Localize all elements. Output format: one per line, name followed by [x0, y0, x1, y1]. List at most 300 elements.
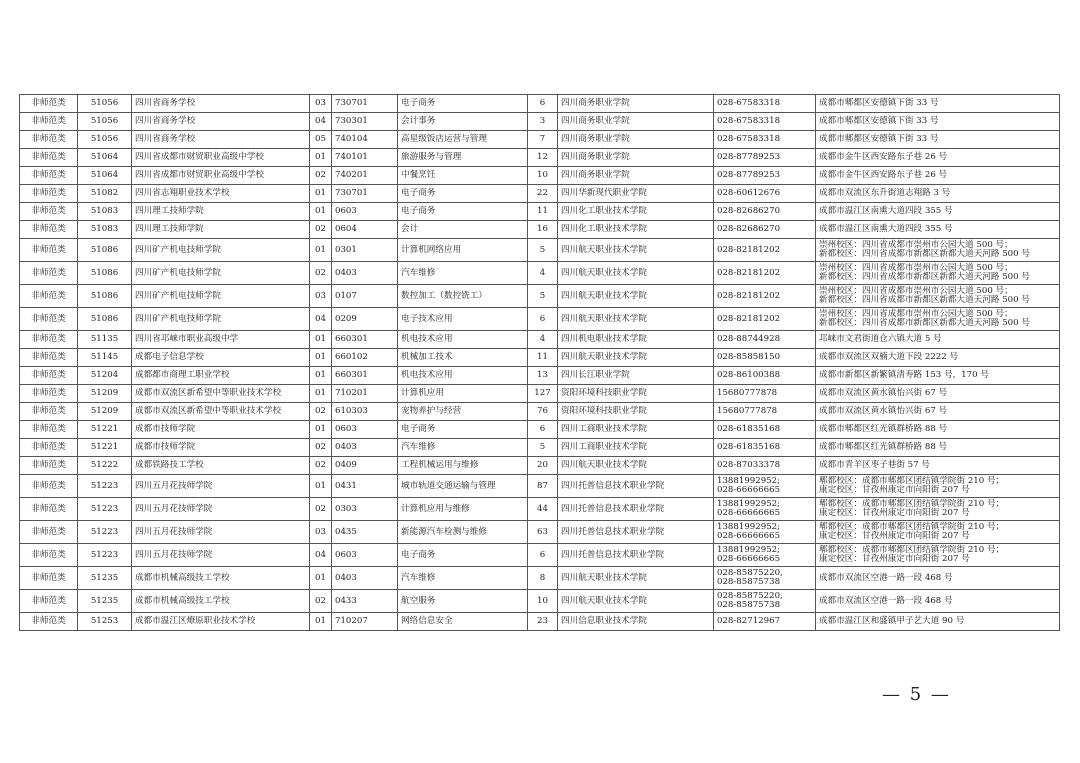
- table-row: [20, 521, 1060, 544]
- sequence-cell: 02: [310, 439, 332, 457]
- college-name-cell: 四川商务职业学院: [558, 113, 714, 131]
- plan-count-cell: 11: [528, 349, 558, 367]
- plan-count-cell: 3: [528, 113, 558, 131]
- college-name-cell: 四川托普信息技术职业学院: [558, 475, 714, 498]
- table-row: [20, 385, 1060, 403]
- table-row: [20, 113, 1060, 131]
- address-line: 郫都校区：成都市郫都区团结镇学院街 210 号；: [819, 476, 1005, 486]
- college-name-cell: 四川机电职业技术学院: [558, 331, 714, 349]
- plan-count-cell: 6: [528, 421, 558, 439]
- plan-count-cell: 5: [528, 285, 558, 308]
- school-name-cell: 成都铁路技工学校: [132, 457, 310, 475]
- major-code-cell: 740104: [332, 131, 398, 149]
- admission-table: [19, 94, 1060, 631]
- college-name-cell: 四川商务职业学院: [558, 167, 714, 185]
- school-code-cell: 51209: [78, 403, 132, 421]
- college-name-cell: 四川商务职业学院: [558, 95, 714, 113]
- sequence-cell: 01: [310, 203, 332, 221]
- table-row: [20, 131, 1060, 149]
- address-cell: [816, 367, 1060, 385]
- sequence-cell: 03: [310, 521, 332, 544]
- phone-line: 028-66666665: [717, 508, 781, 518]
- address-line: 康定校区：甘孜州康定市向阳街 207 号: [819, 508, 970, 518]
- college-name-cell: 四川商务职业学院: [558, 131, 714, 149]
- major-name-cell: 电子商务: [398, 421, 528, 439]
- category-cell: 非师范类: [20, 385, 78, 403]
- page-number: — 5 —: [882, 684, 951, 705]
- school-code-cell: 51223: [78, 521, 132, 544]
- plan-count-cell: 6: [528, 95, 558, 113]
- category-cell: 非师范类: [20, 421, 78, 439]
- address-line: 成都市金牛区西安路东子巷 26 号: [819, 170, 948, 180]
- address-line: 成都市郫都区红光镇群桥路 88 号: [819, 442, 948, 452]
- category-cell: 非师范类: [20, 331, 78, 349]
- plan-count-cell: 6: [528, 308, 558, 331]
- phone-cell: [714, 421, 816, 439]
- address-cell: [816, 421, 1060, 439]
- category-cell: 非师范类: [20, 544, 78, 567]
- phone-line: 13881992952;: [717, 476, 781, 486]
- phone-cell: [714, 475, 816, 498]
- address-line: 崇州校区：四川省成都市崇州市公园大道 500 号；: [819, 263, 1013, 273]
- major-code-cell: 0409: [332, 457, 398, 475]
- plan-count-cell: 5: [528, 239, 558, 262]
- address-cell: [816, 149, 1060, 167]
- plan-count-cell: 6: [528, 544, 558, 567]
- school-code-cell: 51064: [78, 149, 132, 167]
- phone-cell: [714, 221, 816, 239]
- category-cell: 非师范类: [20, 95, 78, 113]
- phone-cell: [714, 367, 816, 385]
- school-name-cell: 成都市机械高级技工学校: [132, 590, 310, 613]
- phone-cell: [714, 498, 816, 521]
- school-name-cell: 成都市双流区新希望中等职业技术学校: [132, 385, 310, 403]
- school-name-cell: 四川五月花技师学院: [132, 475, 310, 498]
- category-cell: 非师范类: [20, 221, 78, 239]
- school-code-cell: 51253: [78, 613, 132, 631]
- sequence-cell: 01: [310, 185, 332, 203]
- address-line: 新都校区：四川省成都市新都区新都大道天河路 500 号: [819, 272, 1030, 282]
- school-name-cell: 四川理工技师学院: [132, 203, 310, 221]
- address-line: 成都市郫都区安德镇下街 33 号: [819, 134, 939, 144]
- major-code-cell: 0433: [332, 590, 398, 613]
- category-cell: 非师范类: [20, 475, 78, 498]
- college-name-cell: 四川托普信息技术职业学院: [558, 521, 714, 544]
- college-name-cell: 四川工商职业技术学院: [558, 439, 714, 457]
- school-name-cell: 四川五月花技师学院: [132, 544, 310, 567]
- sequence-cell: 02: [310, 221, 332, 239]
- school-name-cell: 成都市技师学院: [132, 421, 310, 439]
- phone-line: 028-67583318: [717, 116, 781, 126]
- address-cell: [816, 167, 1060, 185]
- phone-line: 15680777878: [717, 406, 778, 416]
- phone-cell: [714, 403, 816, 421]
- school-name-cell: 四川省商务学校: [132, 95, 310, 113]
- school-code-cell: 51135: [78, 331, 132, 349]
- school-code-cell: 51223: [78, 544, 132, 567]
- table-row: [20, 167, 1060, 185]
- school-code-cell: 51086: [78, 285, 132, 308]
- college-name-cell: 四川航天职业技术学院: [558, 457, 714, 475]
- phone-line: 13881992952;: [717, 499, 781, 509]
- sequence-cell: 02: [310, 167, 332, 185]
- table-body: [20, 95, 1060, 631]
- major-name-cell: 数控加工（数控铣工）: [398, 285, 528, 308]
- address-line: 成都市双流区黄水镇怡兴街 67 号: [819, 406, 948, 416]
- sequence-cell: 03: [310, 285, 332, 308]
- school-name-cell: 四川省商务学校: [132, 131, 310, 149]
- plan-count-cell: 44: [528, 498, 558, 521]
- address-line: 成都市双流区空港一路一段 468 号: [819, 572, 953, 583]
- major-code-cell: 710207: [332, 613, 398, 631]
- address-cell: [816, 331, 1060, 349]
- major-code-cell: 0403: [332, 262, 398, 285]
- school-code-cell: 51083: [78, 203, 132, 221]
- major-code-cell: 0603: [332, 544, 398, 567]
- address-line: 新都校区：四川省成都市新都区新都大道天河路 500 号: [819, 249, 1030, 259]
- phone-cell: [714, 567, 816, 590]
- plan-count-cell: 23: [528, 613, 558, 631]
- school-code-cell: 51222: [78, 457, 132, 475]
- category-cell: 非师范类: [20, 131, 78, 149]
- major-name-cell: 旅游服务与管理: [398, 149, 528, 167]
- phone-cell: [714, 385, 816, 403]
- category-cell: 非师范类: [20, 590, 78, 613]
- address-line: 郫都校区：成都市郫都区团结镇学院街 210 号；: [819, 499, 1005, 509]
- phone-line: 028-82712967: [717, 616, 781, 626]
- plan-count-cell: 16: [528, 221, 558, 239]
- college-name-cell: 资阳环境科技职业学院: [558, 403, 714, 421]
- table-row: [20, 331, 1060, 349]
- phone-line: 028-87789253: [717, 152, 781, 162]
- category-cell: 非师范类: [20, 498, 78, 521]
- school-name-cell: 成都市技师学院: [132, 439, 310, 457]
- address-line: 康定校区：甘孜州康定市向阳街 207 号: [819, 531, 970, 541]
- address-cell: [816, 203, 1060, 221]
- phone-cell: [714, 439, 816, 457]
- school-name-cell: 四川矿产机电技师学院: [132, 239, 310, 262]
- phone-line: 028-66666665: [717, 485, 781, 495]
- sequence-cell: 01: [310, 367, 332, 385]
- major-code-cell: 0435: [332, 521, 398, 544]
- address-line: 成都市温江区南熏大道四段 355 号: [819, 224, 953, 234]
- table-row: [20, 590, 1060, 613]
- major-name-cell: 会计: [398, 221, 528, 239]
- phone-cell: [714, 239, 816, 262]
- category-cell: 非师范类: [20, 185, 78, 203]
- college-name-cell: 四川托普信息技术职业学院: [558, 544, 714, 567]
- school-code-cell: 51235: [78, 590, 132, 613]
- college-name-cell: 四川托普信息技术职业学院: [558, 498, 714, 521]
- address-cell: [816, 221, 1060, 239]
- address-cell: [816, 95, 1060, 113]
- sequence-cell: 04: [310, 113, 332, 131]
- phone-cell: [714, 167, 816, 185]
- school-code-cell: 51082: [78, 185, 132, 203]
- school-name-cell: 成都市温江区燎原职业技术学校: [132, 613, 310, 631]
- table-row: [20, 367, 1060, 385]
- school-name-cell: 四川矿产机电技师学院: [132, 308, 310, 331]
- school-code-cell: 51209: [78, 385, 132, 403]
- address-cell: [816, 544, 1060, 567]
- address-cell: [816, 498, 1060, 521]
- college-name-cell: 四川华新现代职业学院: [558, 185, 714, 203]
- major-code-cell: 0403: [332, 439, 398, 457]
- category-cell: 非师范类: [20, 403, 78, 421]
- address-line: 成都市青羊区枣子巷街 57 号: [819, 460, 930, 470]
- plan-count-cell: 4: [528, 262, 558, 285]
- phone-cell: [714, 185, 816, 203]
- category-cell: 非师范类: [20, 613, 78, 631]
- college-name-cell: 四川航天职业技术学院: [558, 567, 714, 590]
- plan-count-cell: 127: [528, 385, 558, 403]
- address-cell: [816, 131, 1060, 149]
- phone-line: 15680777878: [717, 388, 778, 398]
- category-cell: 非师范类: [20, 285, 78, 308]
- address-line: 成都市郫都区红光镇群桥路 88 号: [819, 424, 948, 434]
- college-name-cell: 四川航天职业技术学院: [558, 590, 714, 613]
- school-code-cell: 51221: [78, 439, 132, 457]
- phone-line: 028-82181202: [717, 290, 781, 301]
- major-name-cell: 机电技术应用: [398, 367, 528, 385]
- phone-line: 028-60612676: [717, 188, 781, 198]
- address-line: 崇州校区：四川省成都市崇州市公园大道 500 号；: [819, 309, 1013, 319]
- address-cell: [816, 308, 1060, 331]
- address-cell: [816, 590, 1060, 613]
- major-name-cell: 电子技术应用: [398, 308, 528, 331]
- plan-count-cell: 8: [528, 567, 558, 590]
- phone-line: 028-85875738: [717, 600, 781, 610]
- table-row: [20, 498, 1060, 521]
- major-code-cell: 660102: [332, 349, 398, 367]
- address-line: 成都市双流区黄水镇怡兴街 67 号: [819, 388, 948, 398]
- address-line: 崇州校区：四川省成都市崇州市公园大道 500 号；: [819, 286, 1013, 296]
- category-cell: 非师范类: [20, 113, 78, 131]
- sequence-cell: 01: [310, 349, 332, 367]
- phone-line: 028-85858150: [717, 352, 781, 362]
- school-code-cell: 51083: [78, 221, 132, 239]
- address-line: 成都市郫都区安德镇下街 33 号: [819, 116, 939, 126]
- major-name-cell: 计算机应用: [398, 385, 528, 403]
- major-code-cell: 730301: [332, 113, 398, 131]
- table-row: [20, 95, 1060, 113]
- phone-cell: [714, 349, 816, 367]
- phone-cell: [714, 113, 816, 131]
- address-cell: [816, 185, 1060, 203]
- sequence-cell: 04: [310, 544, 332, 567]
- table-row: [20, 308, 1060, 331]
- school-code-cell: 51235: [78, 567, 132, 590]
- major-name-cell: 城市轨道交通运输与管理: [398, 475, 528, 498]
- address-cell: [816, 439, 1060, 457]
- school-code-cell: 51086: [78, 308, 132, 331]
- college-name-cell: 四川工商职业技术学院: [558, 421, 714, 439]
- college-name-cell: 四川商务职业学院: [558, 149, 714, 167]
- address-cell: [816, 239, 1060, 262]
- major-code-cell: 0303: [332, 498, 398, 521]
- category-cell: 非师范类: [20, 521, 78, 544]
- phone-cell: [714, 521, 816, 544]
- major-name-cell: 会计事务: [398, 113, 528, 131]
- category-cell: 非师范类: [20, 367, 78, 385]
- major-name-cell: 网络信息安全: [398, 613, 528, 631]
- address-cell: [816, 349, 1060, 367]
- table-row: [20, 221, 1060, 239]
- school-code-cell: 51086: [78, 239, 132, 262]
- address-cell: [816, 475, 1060, 498]
- category-cell: 非师范类: [20, 439, 78, 457]
- sequence-cell: 02: [310, 262, 332, 285]
- address-line: 新都校区：四川省成都市新都区新都大道天河路 500 号: [819, 318, 1030, 328]
- school-name-cell: 四川省商务学校: [132, 113, 310, 131]
- sequence-cell: 01: [310, 239, 332, 262]
- address-line: 康定校区：甘孜州康定市向阳街 207 号: [819, 554, 970, 564]
- phone-cell: [714, 308, 816, 331]
- sequence-cell: 01: [310, 149, 332, 167]
- phone-line: 028-61835168: [717, 424, 781, 434]
- phone-cell: [714, 331, 816, 349]
- major-name-cell: 航空服务: [398, 590, 528, 613]
- table-row: [20, 203, 1060, 221]
- school-code-cell: 51223: [78, 498, 132, 521]
- major-code-cell: 0603: [332, 203, 398, 221]
- plan-count-cell: 20: [528, 457, 558, 475]
- major-code-cell: 0209: [332, 308, 398, 331]
- category-cell: 非师范类: [20, 167, 78, 185]
- address-line: 新都校区：四川省成都市新都区新都大道天河路 500 号: [819, 295, 1030, 305]
- sequence-cell: 02: [310, 590, 332, 613]
- plan-count-cell: 7: [528, 131, 558, 149]
- plan-count-cell: 63: [528, 521, 558, 544]
- address-line: 成都市双流区双楠大道下段 2222 号: [819, 352, 959, 362]
- table-row: [20, 613, 1060, 631]
- college-name-cell: 四川航天职业技术学院: [558, 262, 714, 285]
- major-code-cell: 660301: [332, 367, 398, 385]
- table-row: [20, 285, 1060, 308]
- phone-cell: [714, 544, 816, 567]
- major-code-cell: 0107: [332, 285, 398, 308]
- school-name-cell: 四川矿产机电技师学院: [132, 285, 310, 308]
- plan-count-cell: 22: [528, 185, 558, 203]
- plan-count-cell: 12: [528, 149, 558, 167]
- phone-cell: [714, 285, 816, 308]
- phone-line: 028-67583318: [717, 134, 781, 144]
- category-cell: 非师范类: [20, 567, 78, 590]
- address-cell: [816, 403, 1060, 421]
- category-cell: 非师范类: [20, 149, 78, 167]
- table-row: [20, 262, 1060, 285]
- sequence-cell: 04: [310, 308, 332, 331]
- address-line: 康定校区：甘孜州康定市向阳街 207 号: [819, 485, 970, 495]
- plan-count-cell: 4: [528, 331, 558, 349]
- category-cell: 非师范类: [20, 457, 78, 475]
- sequence-cell: 01: [310, 385, 332, 403]
- sequence-cell: 01: [310, 421, 332, 439]
- category-cell: 非师范类: [20, 203, 78, 221]
- phone-cell: [714, 131, 816, 149]
- table-row: [20, 421, 1060, 439]
- phone-line: 028-67583318: [717, 98, 781, 108]
- major-name-cell: 新能源汽车检测与维修: [398, 521, 528, 544]
- table-row: [20, 403, 1060, 421]
- address-line: 崇州校区：四川省成都市崇州市公园大道 500 号；: [819, 240, 1013, 250]
- college-name-cell: 四川航天职业技术学院: [558, 285, 714, 308]
- major-code-cell: 0431: [332, 475, 398, 498]
- major-name-cell: 电子商务: [398, 203, 528, 221]
- major-name-cell: 中餐烹饪: [398, 167, 528, 185]
- college-name-cell: 四川航天职业技术学院: [558, 239, 714, 262]
- major-code-cell: 0403: [332, 567, 398, 590]
- school-code-cell: 51145: [78, 349, 132, 367]
- table-row: [20, 475, 1060, 498]
- address-line: 成都市金牛区西安路东子巷 26 号: [819, 152, 948, 162]
- major-code-cell: 740201: [332, 167, 398, 185]
- category-cell: 非师范类: [20, 239, 78, 262]
- table-row: [20, 544, 1060, 567]
- major-code-cell: 610303: [332, 403, 398, 421]
- address-cell: [816, 285, 1060, 308]
- school-name-cell: 四川省成都市财贸职业高级中学校: [132, 167, 310, 185]
- major-code-cell: 710201: [332, 385, 398, 403]
- phone-line: 028-86100388: [717, 370, 781, 380]
- plan-count-cell: 87: [528, 475, 558, 498]
- major-name-cell: 汽车维修: [398, 262, 528, 285]
- school-code-cell: 51204: [78, 367, 132, 385]
- phone-line: 028-88744928: [717, 334, 781, 344]
- address-cell: [816, 567, 1060, 590]
- table-row: [20, 457, 1060, 475]
- school-name-cell: 成都电子信息学校: [132, 349, 310, 367]
- phone-line: 028-82686270: [717, 224, 781, 234]
- major-name-cell: 机电技术应用: [398, 331, 528, 349]
- phone-cell: [714, 203, 816, 221]
- plan-count-cell: 11: [528, 203, 558, 221]
- school-code-cell: 51064: [78, 167, 132, 185]
- major-name-cell: 汽车维修: [398, 567, 528, 590]
- address-line: 成都市温江区和盛镇甲子艺大道 90 号: [819, 616, 965, 626]
- address-line: 成都市双流区东升街道志翔路 3 号: [819, 188, 951, 198]
- phone-line: 028-85875220,: [717, 591, 783, 601]
- plan-count-cell: 10: [528, 167, 558, 185]
- major-code-cell: 740101: [332, 149, 398, 167]
- phone-line: 028-87789253: [717, 170, 781, 180]
- school-code-cell: 51221: [78, 421, 132, 439]
- college-name-cell: 四川信息职业技术学院: [558, 613, 714, 631]
- college-name-cell: 四川化工职业技术学院: [558, 221, 714, 239]
- sequence-cell: 01: [310, 475, 332, 498]
- address-cell: [816, 113, 1060, 131]
- table-row: [20, 439, 1060, 457]
- phone-line: 13881992952;: [717, 545, 781, 555]
- school-name-cell: 四川省邛崃市职业高级中学: [132, 331, 310, 349]
- address-line: 成都市新都区新繁镇清寿路 153 号，170 号: [819, 370, 989, 380]
- phone-line: 028-82686270: [717, 206, 781, 216]
- plan-count-cell: 5: [528, 439, 558, 457]
- address-line: 郫都校区：成都市郫都区团结镇学院街 210 号；: [819, 545, 1005, 555]
- address-line: 邛崃市文君街道仓六镇大道 5 号: [819, 334, 942, 344]
- major-code-cell: 730701: [332, 95, 398, 113]
- major-name-cell: 工程机械运用与维修: [398, 457, 528, 475]
- sequence-cell: 02: [310, 498, 332, 521]
- category-cell: 非师范类: [20, 349, 78, 367]
- phone-line: 028-82181202: [717, 267, 781, 278]
- school-code-cell: 51223: [78, 475, 132, 498]
- sequence-cell: 01: [310, 613, 332, 631]
- school-name-cell: 四川五月花技师学院: [132, 521, 310, 544]
- category-cell: 非师范类: [20, 308, 78, 331]
- major-name-cell: 宠物养护与经营: [398, 403, 528, 421]
- table-row: [20, 149, 1060, 167]
